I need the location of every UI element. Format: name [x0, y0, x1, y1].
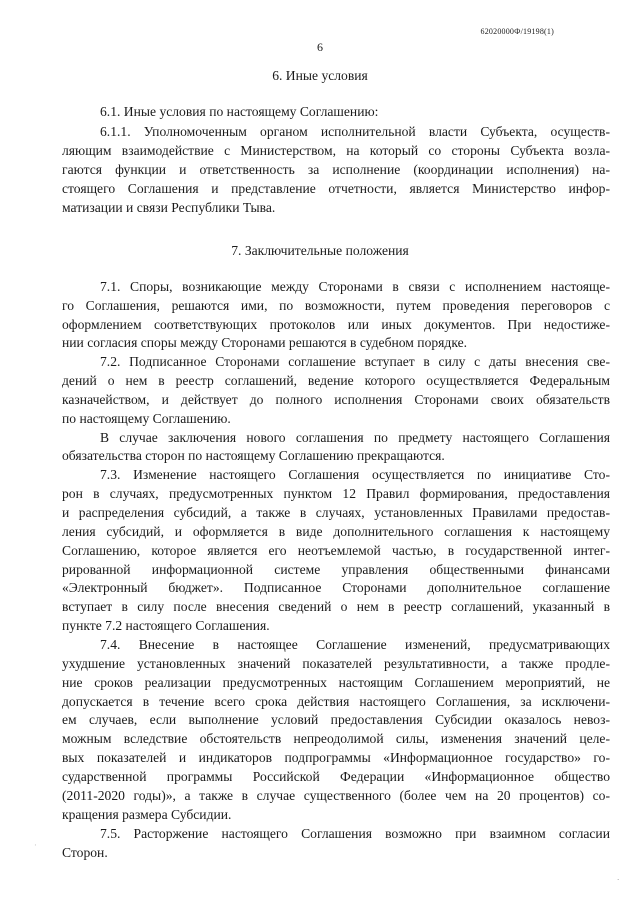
text-line: «Электронный бюджет». Подписанное Сторонами дополнительное соглашение	[62, 580, 610, 595]
document-number: 62020000Ф/19198(1)	[480, 27, 554, 36]
text-line: пункте 7.2 настоящего Соглашения.	[62, 618, 270, 633]
text-line: 7.5. Расторжение настоящего Соглашения возможно при взаимном согласии	[100, 826, 610, 841]
text-line: Соглашению, которое является его неотъемлемой частью, в государственной интег-	[62, 543, 610, 558]
text-line: В случае заключения нового соглашения по предмету настоящего Соглашения	[100, 430, 610, 445]
text-line: 7.1. Споры, возникающие между Сторонами в связи с исполнением настояще-	[100, 279, 610, 294]
text-line: 7.3. Изменение настоящего Соглашения осуществляется по инициативе Сто-	[100, 467, 610, 482]
text-line: Сторон.	[62, 845, 108, 860]
scan-speck: ˊ	[617, 878, 620, 886]
text-line: 7.4. Внесение в настоящее Соглашение изменений, предусматривающих	[100, 637, 610, 652]
text-line: (2011-2020 годы)», а также в случае существенного (более чем на 20 процентов) со-	[62, 788, 610, 803]
text-line: сударственной программы Российской Федерации «Информационное общество	[62, 769, 610, 784]
text-line: 7.2. Подписанное Сторонами соглашение вступает в силу с даты внесения све-	[100, 354, 610, 369]
text-line: по настоящему Соглашению.	[62, 411, 231, 426]
text-line: нии согласия споры между Сторонами решаются в судебном порядке.	[62, 335, 468, 350]
page-number: 6	[317, 40, 323, 54]
text-line: кращения размера Субсидии.	[62, 807, 232, 822]
text-line: ляющим взаимодействие с Министерством, на который со стороны Субъекта возла-	[62, 143, 610, 158]
text-line: допускается в течение всего срока действия настоящего Соглашения, за исключени-	[62, 694, 610, 709]
text-line: ления субсидий, и оформляется в виде дополнительного соглашения к настоящему	[62, 524, 610, 539]
text-line: обязательства сторон по настоящему Соглашению прекращаются.	[62, 448, 445, 463]
text-line: 6.1. Иные условия по настоящему Соглашению:	[100, 104, 379, 119]
text-line: вых показателей и индикаторов подпрограммы «Информационное государство» го-	[62, 750, 610, 765]
text-line: го Соглашения, решаются ими, по возможности, путем проведения переговоров с	[62, 298, 610, 313]
text-line: можным вследствие обстоятельств непреодолимой силы, изменения значений целе-	[62, 731, 610, 746]
section-heading-7: 7. Заключительные положения	[231, 243, 409, 258]
text-line: и распределения субсидий, а также в случаях, установленных Правилами предостав-	[62, 505, 610, 520]
text-line: стоящего Соглашения и представление отчетности, является Министерство инфор-	[62, 181, 610, 196]
text-line: казначейством, и действует до полного исполнения Сторонами своих обязательств	[62, 392, 610, 407]
text-line: гаются функции и ответственность за исполнение (координации исполнения) на-	[62, 162, 610, 177]
text-line: ем случаев, если выполнение условий предоставления Субсидии оказалось невоз-	[62, 712, 610, 727]
text-line: ухудшение установленных значений показателей результативности, а также продле-	[62, 656, 610, 671]
text-line: 6.1.1. Уполномоченным органом исполнительной власти Субъекта, осуществ-	[100, 124, 610, 139]
text-line: матизации и связи Республики Тыва.	[62, 200, 276, 215]
text-line: рированной информационной системе управления общественными финансами	[62, 562, 610, 577]
text-line: дений о нем в реестр соглашений, ведение которого осуществляется Федеральным	[62, 373, 610, 388]
text-line: рон в случаях, предусмотренных пунктом 12 Правил формирования, предоставления	[62, 486, 610, 501]
text-line: ние сроков реализации предусмотренных настоящим Соглашением мероприятий, не	[62, 675, 610, 690]
scan-speck: ˌ	[34, 838, 37, 846]
text-line: вступает в силу после внесения сведений о нем в реестр соглашений, указанный в	[62, 599, 610, 614]
text-line: оформлением соответствующих протоколов или иных документов. При недостиже-	[62, 317, 610, 332]
section-heading-6: 6. Иные условия	[272, 68, 368, 83]
